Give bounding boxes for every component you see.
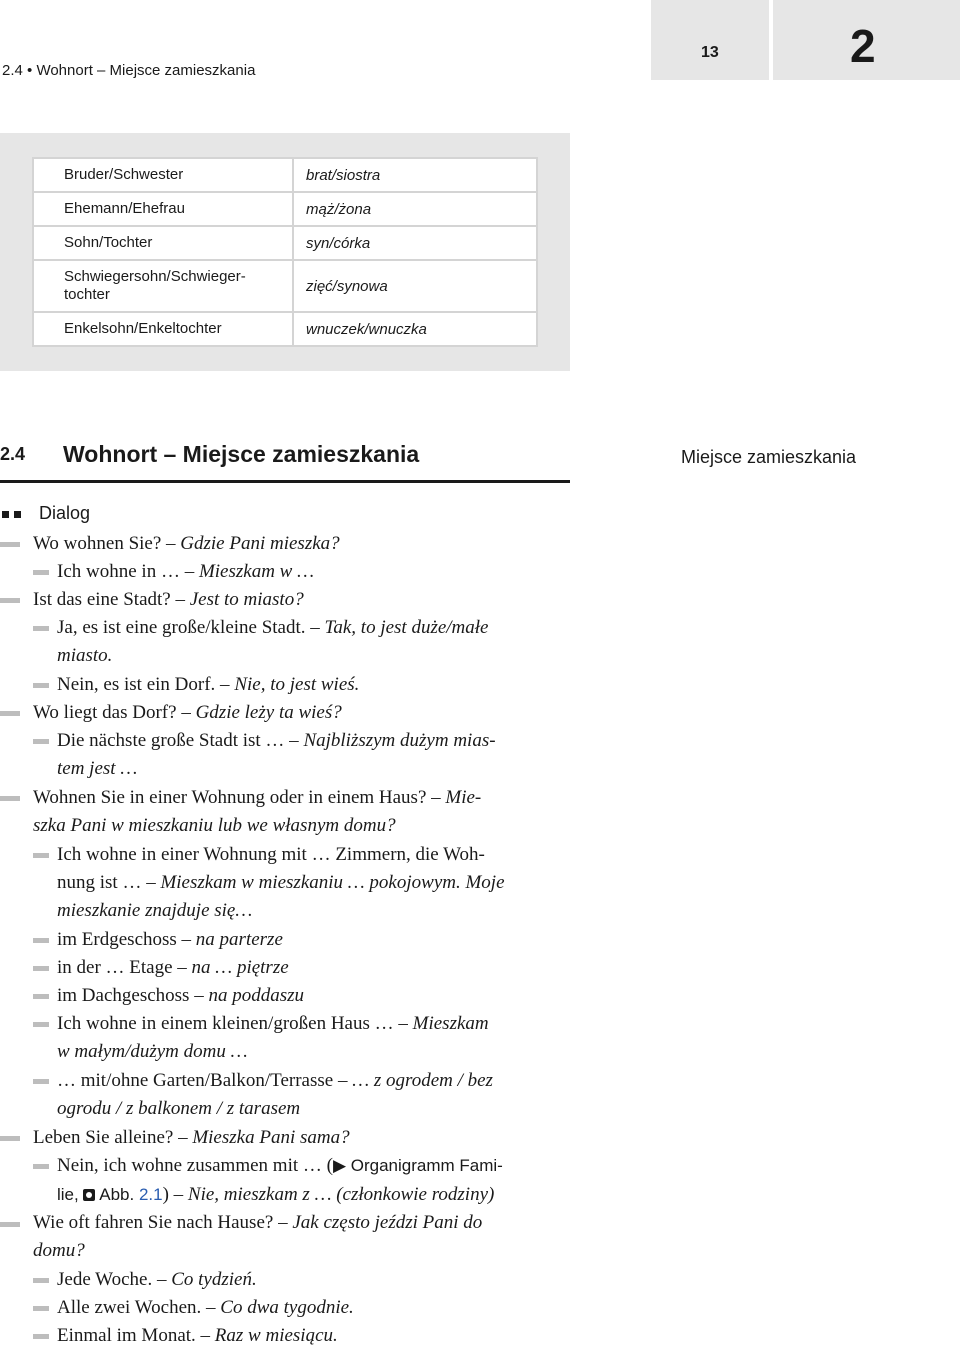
answer-dash-icon: [33, 683, 49, 688]
line-de: Die nächste große Stadt ist … –: [57, 730, 299, 751]
line-de: Wohnen Sie in einer Wohnung oder in einem Haus? –: [33, 787, 441, 808]
dialog-line: [33, 1127, 350, 1149]
answer-dash-icon: [33, 1079, 49, 1084]
line-pl: Co dwa tygodnie.: [215, 1297, 354, 1318]
dialog-line: [57, 1297, 354, 1319]
dialog-line: [33, 702, 342, 724]
answer-dash-icon: [33, 938, 49, 943]
table-row: [33, 158, 537, 192]
vocab-table: [32, 157, 538, 347]
dialog-line: [33, 589, 304, 611]
line-de: Ich wohne in einem kleinen/großen Haus … –: [57, 1013, 408, 1034]
line-pl: Mieszkam w …: [194, 561, 315, 582]
dialog-line-cont: [57, 758, 137, 780]
dialog-line: [57, 957, 289, 979]
answer-dash-icon: [33, 966, 49, 971]
line-de: in der … Etage –: [57, 957, 187, 978]
line-de: Wo wohnen Sie? –: [33, 533, 176, 554]
dialog-line: [57, 844, 485, 866]
table-row: [33, 226, 537, 260]
vocab-de: Enkelsohn/Enkeltochter: [33, 312, 293, 346]
line-pl: w małym/dużym domu …: [57, 1041, 248, 1062]
line-pl: Raz w miesiącu.: [210, 1325, 338, 1346]
dialog-line-cont: [33, 815, 396, 837]
line-pl: na … piętrze: [186, 957, 289, 978]
question-dash-icon: [0, 796, 20, 801]
vocab-de: Sohn/Tochter: [33, 226, 293, 260]
dialog-line-cont: [57, 1184, 494, 1206]
dialog-label: Dialog: [39, 503, 91, 523]
dialog-line: [57, 929, 283, 951]
line-de: Alle zwei Wochen. –: [57, 1297, 216, 1318]
dialog-line-cont: [57, 1098, 300, 1120]
line-de: ) –: [162, 1184, 184, 1205]
dialog-line: [57, 1155, 503, 1177]
line-de: Ist das eine Stadt? –: [33, 589, 185, 610]
dialog-line: [33, 533, 340, 555]
figure-icon: [83, 1189, 95, 1201]
line-pl: szka Pani w mieszkaniu lub we własnym domu?: [33, 815, 396, 836]
line-pl: Gdzie Pani mieszka?: [175, 533, 340, 554]
figure-ref: Abb.: [95, 1185, 139, 1204]
dialog-line-cont: [57, 645, 112, 667]
dialog-line: [57, 730, 496, 752]
answer-dash-icon: [33, 1022, 49, 1027]
line-de: im Erdgeschoss –: [57, 929, 192, 950]
dialog-line: [57, 674, 359, 696]
line-de: Ich wohne in … –: [57, 561, 195, 582]
line-pl: Nie, mieszkam z … (członkowie rodziny): [183, 1184, 495, 1205]
line-pl: Gdzie leży ta wieś?: [190, 702, 342, 723]
cross-reference-link[interactable]: ▶ Organigramm Fami-: [332, 1156, 503, 1175]
cross-reference-link[interactable]: lie,: [57, 1185, 84, 1204]
line-de: Wie oft fahren Sie nach Hause? –: [33, 1212, 288, 1233]
line-pl: mieszkanie znajduje się…: [57, 900, 253, 921]
line-pl: domu?: [33, 1240, 85, 1261]
answer-dash-icon: [33, 1278, 49, 1283]
line-de: im Dachgeschoss –: [57, 985, 204, 1006]
question-dash-icon: [0, 1136, 20, 1141]
vocab-de: Bruder/Schwester: [33, 158, 293, 192]
dialog-heading: [0, 503, 90, 524]
vocab-pl: wnuczek/wnuczka: [293, 312, 537, 346]
table-row: [33, 312, 537, 346]
dialog-line-cont: [57, 1041, 248, 1063]
line-pl: Jest to miasto?: [184, 589, 304, 610]
vocab-pl: syn/córka: [293, 226, 537, 260]
dialog-line: [33, 787, 481, 809]
question-dash-icon: [0, 598, 20, 603]
vocab-de: Ehemann/Ehefrau: [33, 192, 293, 226]
dialog-line-cont: [57, 900, 252, 922]
line-de: Einmal im Monat. –: [57, 1325, 211, 1346]
vocab-pl: mąż/żona: [293, 192, 537, 226]
answer-dash-icon: [33, 739, 49, 744]
running-title: 2.4 • Wohnort – Miejsce zamieszkania: [2, 62, 256, 79]
page-number: 13: [701, 44, 719, 61]
line-de: Wo liegt das Dorf? –: [33, 702, 191, 723]
line-pl: Nie, to jest wieś.: [229, 674, 360, 695]
line-de: Ich wohne in einer Wohnung mit … Zimmern, die Woh-: [57, 844, 485, 865]
line-de: Jede Woche. –: [57, 1269, 167, 1290]
dialog-line: [57, 1070, 493, 1092]
dialog-line: [57, 1013, 489, 1035]
line-pl: … z ogrodem / bez: [347, 1070, 493, 1091]
square-bullet-icon: [2, 511, 9, 518]
table-row: [33, 192, 537, 226]
section-title: Wohnort – Miejsce zamieszkania: [63, 441, 420, 467]
dialog-line-cont: [33, 1240, 85, 1262]
dialog-line: [57, 1269, 257, 1291]
question-dash-icon: [0, 1222, 20, 1227]
dialog-line: [57, 617, 489, 639]
line-de: Ja, es ist eine große/kleine Stadt. –: [57, 617, 320, 638]
margin-note: Miejsce zamieszkania: [681, 447, 857, 467]
section-rule: [0, 480, 570, 483]
section-number: 2.4: [0, 444, 26, 464]
dialog-line: [57, 985, 304, 1007]
answer-dash-icon: [33, 1306, 49, 1311]
line-pl: na poddaszu: [203, 985, 304, 1006]
answer-dash-icon: [33, 1164, 49, 1169]
line-pl: Jak często jeździ Pani do: [287, 1212, 483, 1233]
line-pl: tem jest …: [57, 758, 138, 779]
answer-dash-icon: [33, 626, 49, 631]
line-pl: Tak, to jest duże/małe: [319, 617, 489, 638]
answer-dash-icon: [33, 853, 49, 858]
table-row: [33, 260, 537, 312]
line-de: nung ist … –: [57, 872, 156, 893]
line-pl: Mieszkam: [407, 1013, 489, 1034]
dialog-line: [33, 1212, 482, 1234]
line-pl: Najbliższym dużym mias-: [298, 730, 496, 751]
line-pl: Co tydzień.: [166, 1269, 257, 1290]
line-pl: Mieszkam w mieszkaniu … pokojowym. Moje: [155, 872, 505, 893]
line-pl: Mie-: [440, 787, 482, 808]
vocab-pl: zięć/synowa: [293, 260, 537, 312]
question-dash-icon: [0, 711, 20, 716]
answer-dash-icon: [33, 994, 49, 999]
answer-dash-icon: [33, 570, 49, 575]
question-dash-icon: [0, 542, 20, 547]
figure-ref-link[interactable]: 2.1: [138, 1185, 163, 1204]
page-number-tab: [651, 0, 769, 80]
vocab-de: Schwiegersohn/Schwieger- tochter: [33, 260, 293, 312]
line-de: Leben Sie alleine? –: [33, 1127, 188, 1148]
answer-dash-icon: [33, 1334, 49, 1339]
vocab-pl: brat/siostra: [293, 158, 537, 192]
chapter-number: 2: [850, 20, 876, 72]
square-bullet-icon: [14, 511, 21, 518]
line-pl: miasto.: [57, 645, 113, 666]
line-pl: ogrodu / z balkonem / z tarasem: [57, 1098, 301, 1119]
line-de: Nein, es ist ein Dorf. –: [57, 674, 230, 695]
dialog-line: [57, 1325, 338, 1347]
line-pl: na parterze: [191, 929, 283, 950]
line-pl: Mieszka Pani sama?: [187, 1127, 350, 1148]
dialog-line-cont: [57, 872, 505, 894]
dialog-line: [57, 561, 314, 583]
line-de: Nein, ich wohne zusammen mit … (: [57, 1155, 333, 1176]
line-de: … mit/ohne Garten/Balkon/Terrasse –: [57, 1070, 348, 1091]
